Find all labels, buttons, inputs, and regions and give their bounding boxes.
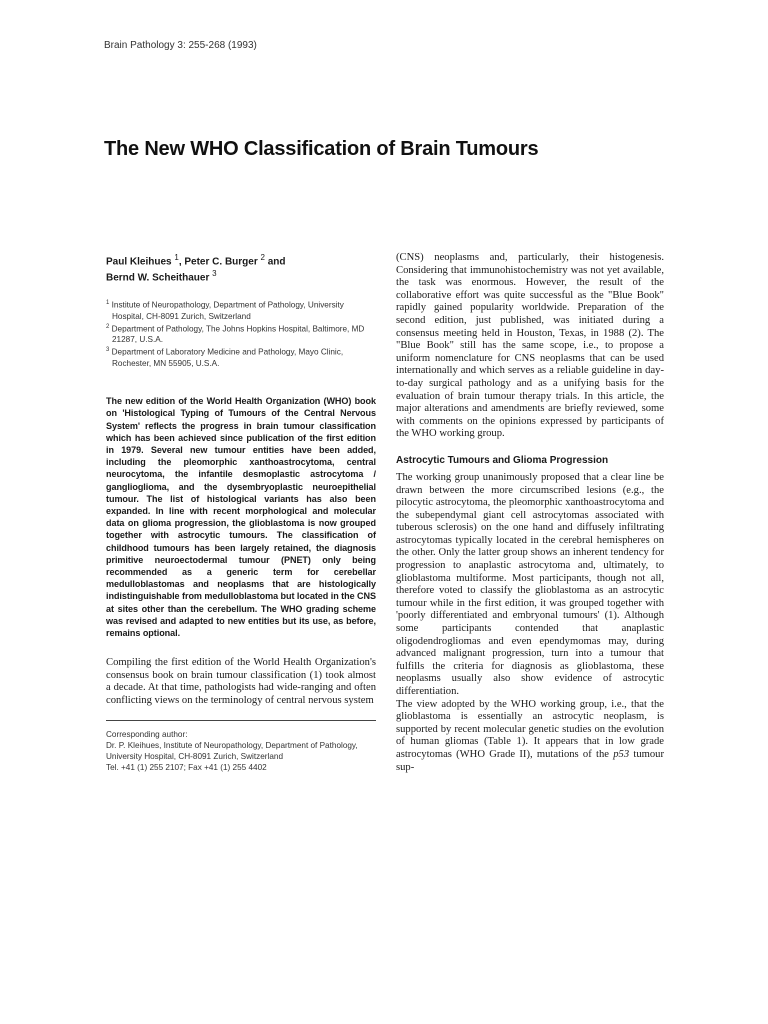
- body-paragraph: The working group unanimously proposed that a clear line be drawn between the more circumscribed lesions (e.g., the pilocytic astrocytoma, the pleomorphic xanthoastrocytoma and the subependymal giant cell astrocytomas associated with tuberous sclerosis) on the one hand and diffusely infiltrating astrocytomas typically located in the cerebral hemispheres on the other. Only the latter group shows an inherent tendency for progression to anaplastic astrocytoma and, ultimately, to glioblastoma multiforme. Most participants, though not all, therefore voted to classify the glioblastoma as an astrocytic tumour while in the first edition, it was grouped together with 'poorly differentiated and embryonal tumours' (1). Although some participants contended that anaplastic oligodendrogliomas and even ependymomas may, during advanced malignant progression, turn into a tumour that fulfills the criteria for diagnosis as glioblastoma, these neoplasms usually also show evidence of astrocytic differentiation.: [396, 471, 664, 697]
- body-paragraph: (CNS) neoplasms and, particularly, their histogenesis. Considering that immunohistochemistry was not yet available, the task was enormous. However, the result of the collaborative effort was quite successful as the "Blue Book" rapidly gained popularity worldwide. Preparation of the second edition, just published, was initiated during a consensus meeting held in Houston, Texas, in 1988 (2). The "Blue Book" still has the same scope, i.e., to propose a uniform nomenclature for CNS neoplasms that can be used internationally and which serves as a reliable guideline in day-to-day surgical pathology and as a unifying basis for the evaluation of brain tumour therapy trials. In this article, the major alterations and amendments are briefly reviewed, some with comments on the opinions expressed by participants of the WHO working group.: [396, 252, 664, 440]
- gene-name: p53: [613, 748, 630, 760]
- body-paragraph: [396, 699, 664, 775]
- author-list: [106, 252, 376, 284]
- corr-address: Dr. P. Kleihues, Institute of Neuropathology, Department of Pathology, University Hospital, CH-8091 Zurich, Switzerland: [106, 740, 358, 761]
- body-text: tumour sup-: [396, 748, 664, 773]
- affiliation: [106, 298, 376, 322]
- body-text: The view adopted by the WHO working group, i.e., that the glioblastoma is essentially an astrocytic neoplasm, is supported by recent molecular genetic studies on the evolution of human gliomas (Table 1). It appears that in low grade astrocytomas (WHO Grade II), mutations of the: [396, 698, 664, 760]
- abstract: The new edition of the World Health Organization (WHO) book on 'Histological Typing of Tumours of the Central Nervous System' reflects the progress in brain tumour classification which has been achieved since publication of the first edition in 1979. Several new tumour entities have been added, including the pleomorphic xanthoastrocytoma, central neurocytoma, the infantile desmoplastic astrocytoma / ganglioglioma, and the dysembryoplastic neuroepithelial tumour. The list of histological variants has also been expanded. In line with recent morphological and molecular data on glioma progression, the glioblastoma is now grouped together with astrocytic tumours. The classification of childhood tumours has been largely retained, the diagnosis primitive neuroectodermal tumour (PNET) only being recommended as a generic term for cerebellar medulloblastomas and neoplasms that are histologically indistinguishable from medulloblastoma but located in the CNS at sites other than the cerebellum. The WHO grading scheme was revised and adapted to new entities but its use, as before, remains optional.: [106, 396, 376, 639]
- author-text: Bernd W. Scheithauer: [106, 272, 213, 284]
- corresponding-author: [106, 729, 376, 773]
- corr-label: Corresponding author:: [106, 729, 188, 739]
- affil-text: Institute of Neuropathology, Department of Pathology, University Hospital, CH-8091 Zurich, Switzerland: [109, 300, 344, 321]
- footnote-divider: [106, 720, 376, 721]
- affil-marker: 2: [260, 253, 265, 262]
- section-heading: Astrocytic Tumours and Glioma Progression: [396, 454, 609, 466]
- author-text: Paul Kleihues: [106, 256, 175, 268]
- affil-number: 2: [106, 323, 110, 330]
- intro-paragraph: Compiling the first edition of the World Health Organization's consensus book on brain tumour classification (1) took almost a decade. At that time, pathologists had wide-ranging and often conflicting views on the terminology of central nervous system: [106, 657, 376, 707]
- right-column: [396, 252, 664, 774]
- affiliation: [106, 322, 376, 346]
- corr-contact: Tel. +41 (1) 255 2107; Fax +41 (1) 255 4402: [106, 762, 267, 772]
- affil-text: Department of Laboratory Medicine and Pathology, Mayo Clinic, Rochester, MN 55905, U.S.A.: [109, 348, 344, 369]
- affil-text: Department of Pathology, The Johns Hopkins Hospital, Baltimore, MD 21287, U.S.A.: [109, 324, 365, 345]
- left-column: [106, 252, 376, 773]
- affiliation: [106, 345, 376, 369]
- affil-number: 3: [106, 347, 110, 354]
- affil-number: 1: [106, 300, 110, 306]
- affiliations: [106, 298, 376, 369]
- affil-marker: 3: [212, 269, 217, 279]
- affil-marker: 1: [174, 253, 179, 262]
- author-text: , Peter C. Burger: [178, 256, 261, 268]
- author-text: and: [264, 256, 286, 268]
- article-title: The New WHO Classification of Brain Tumours: [104, 138, 539, 160]
- journal-reference: Brain Pathology 3: 255-268 (1993): [104, 40, 257, 51]
